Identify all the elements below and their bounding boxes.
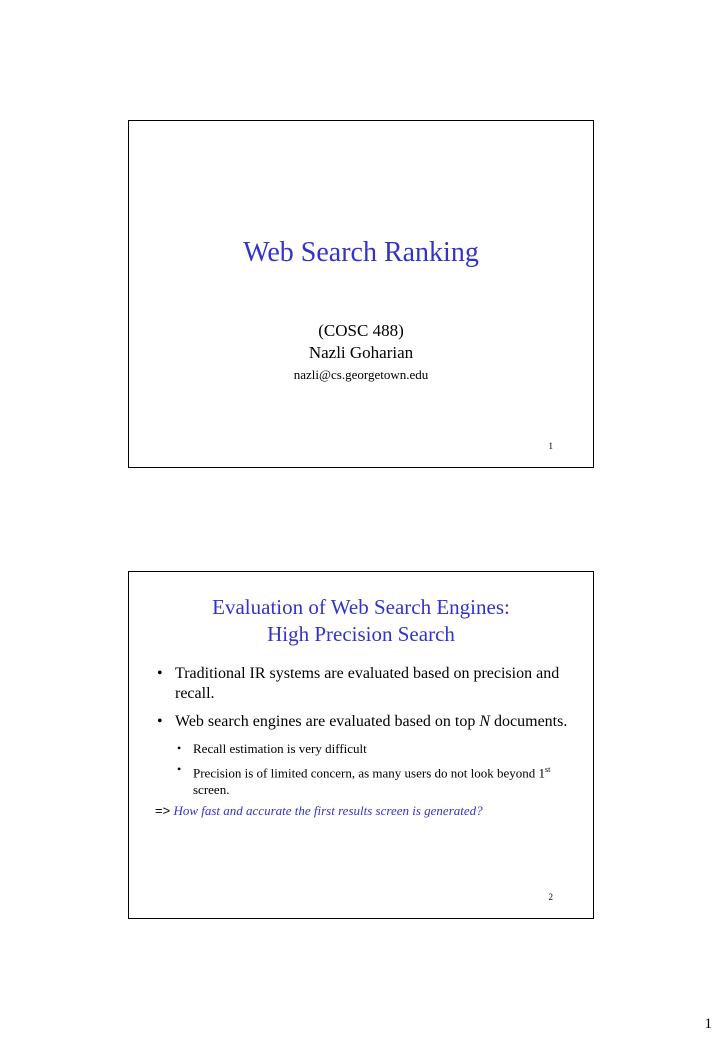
- author-name: Nazli Goharian: [308, 343, 414, 362]
- slide-2-title-line-1: Evaluation of Web Search Engines:: [212, 595, 510, 619]
- slide-2: [128, 571, 594, 919]
- bullet-icon: •: [157, 713, 163, 730]
- superscript: st: [545, 765, 551, 774]
- slide-2-title-line-2: High Precision Search: [267, 622, 455, 646]
- slide-1-number: 1: [548, 441, 553, 451]
- slide-1-title: Web Search Ranking: [243, 237, 479, 268]
- course-code: (COSC 488): [318, 321, 404, 340]
- sub-bullet-text-end: screen.: [193, 782, 230, 798]
- slide-2-title: [129, 594, 593, 648]
- conclusion-line: [155, 802, 577, 819]
- conclusion-question: How fast and accurate the first results screen is generated?: [173, 803, 483, 819]
- bullet-text-italic: N: [479, 713, 491, 730]
- page-number: 1: [704, 1016, 712, 1032]
- sub-bullet-item: [157, 740, 577, 757]
- bullet-item: [157, 712, 577, 732]
- author-email: nazli@cs.georgetown.edu: [293, 367, 429, 382]
- sub-bullet-icon: •: [177, 762, 182, 776]
- slide-2-number: 2: [548, 892, 553, 902]
- sub-bullet-text: Recall estimation is very difficult: [193, 741, 367, 756]
- bullet-list: [157, 664, 577, 819]
- slide-1: [128, 120, 594, 468]
- bullet-text: Traditional IR systems are evaluated based on precision and recall.: [175, 665, 560, 702]
- bullet-text-start: Web search engines are evaluated based on top: [175, 713, 480, 730]
- arrow-icon: =>: [155, 803, 171, 819]
- sub-bullet-icon: •: [177, 741, 182, 755]
- sub-bullet-item: [157, 761, 577, 798]
- bullet-text-end: documents.: [490, 713, 568, 730]
- bullet-icon: •: [157, 665, 163, 682]
- sub-bullet-text-start: Precision is of limited concern, as many users do not look beyond 1: [193, 765, 546, 781]
- bullet-item: [157, 664, 577, 704]
